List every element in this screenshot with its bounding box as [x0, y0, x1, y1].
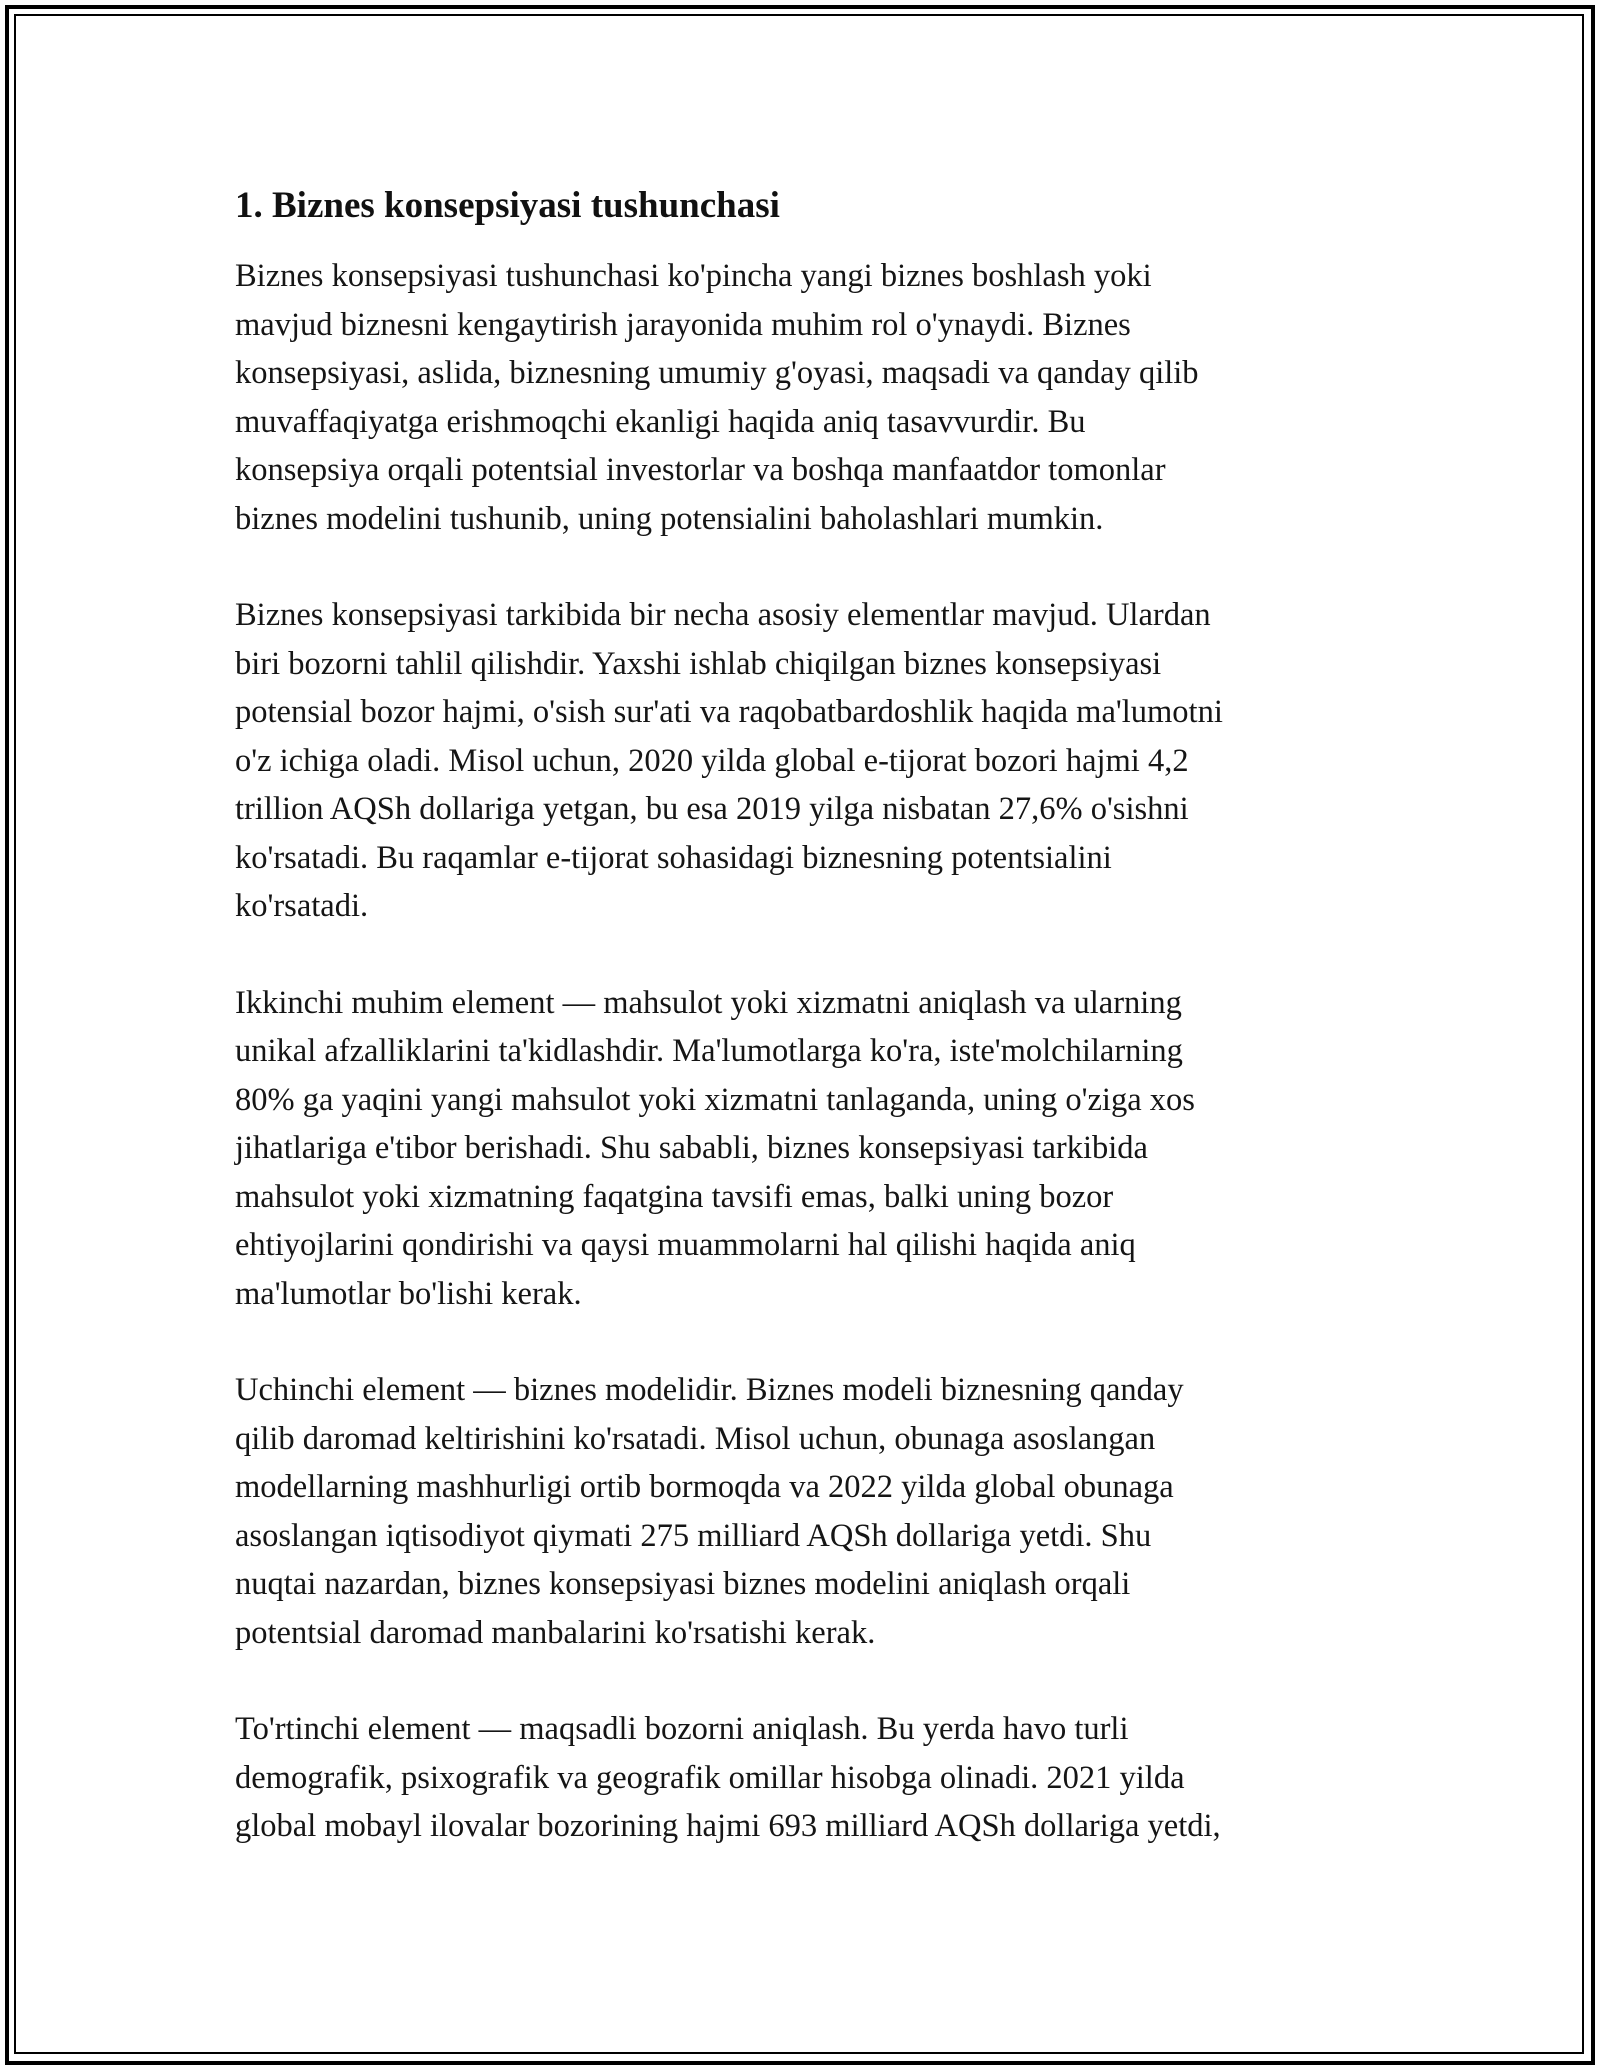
text-line: global mobayl ilovalar bozorining hajmi 693 milliard AQSh dollariga yetdi, [235, 1808, 1221, 1844]
text-line: potentsial daromad manbalarini ko'rsatishi kerak. [235, 1614, 876, 1651]
text-line: Biznes konsepsiyasi tushunchasi ko'pincha yangi biznes boshlash yoki [235, 258, 1152, 294]
text-line: To'rtinchi element — maqsadli bozorni aniqlash. Bu yerda havo turli [235, 1711, 1129, 1747]
text-line: mavjud biznesni kengaytirish jarayonida muhim rol o'ynaydi. Biznes [235, 306, 1131, 343]
text-line: qilib daromad keltirishini ko'rsatadi. Misol uchun, obunaga asoslangan [235, 1420, 1156, 1457]
text-line: asoslangan iqtisodiyot qiymati 275 milliard AQSh dollariga yetdi. Shu [235, 1517, 1152, 1554]
paragraph-target-market [235, 1705, 1375, 1851]
paragraph-product-definition [235, 979, 1375, 1319]
paragraph-intro [235, 252, 1375, 543]
text-line: ma'lumotlar bo'lishi kerak. [235, 1275, 582, 1312]
paragraph-market-analysis [235, 591, 1375, 931]
text-line: modellarning mashhurligi ortib bormoqda va 2022 yilda global obunaga [235, 1469, 1174, 1505]
text-line: ehtiyojlarini qondirishi va qaysi muammolarni hal qilishi haqida aniq [235, 1227, 1136, 1263]
text-line: Uchinchi element — biznes modelidir. Biznes modeli biznesning qanday [235, 1372, 1184, 1408]
text-line: o'z ichiga oladi. Misol uchun, 2020 yilda global e-tijorat bozori hajmi 4,2 [235, 742, 1189, 779]
text-line: jihatlariga e'tibor berishadi. Shu sababli, biznes konsepsiyasi tarkibida [235, 1130, 1148, 1166]
text-line: potensial bozor hajmi, o'sish sur'ati va raqobatbardoshlik haqida ma'lumotni [235, 694, 1223, 730]
text-line: konsepsiyasi, aslida, biznesning umumiy g'oyasi, maqsadi va qanday qilib [235, 355, 1199, 391]
text-line: biznes modelini tushunib, uning potensialini baholashlari mumkin. [235, 500, 1104, 537]
text-line: nuqtai nazardan, biznes konsepsiyasi biznes modelini aniqlash orqali [235, 1566, 1131, 1602]
text-line: trillion AQSh dollariga yetgan, bu esa 2019 yilga nisbatan 27,6% o'sishni [235, 791, 1189, 827]
text-line: demografik, psixografik va geografik omillar hisobga olinadi. 2021 yilda [235, 1759, 1185, 1796]
text-line: konsepsiya orqali potentsial investorlar va boshqa manfaatdor tomonlar [235, 452, 1166, 488]
section-heading: 1. Biznes konsepsiyasi tushunchasi [235, 185, 780, 226]
text-line: Biznes konsepsiyasi tarkibida bir necha asosiy elementlar mavjud. Ulardan [235, 597, 1211, 633]
text-line: biri bozorni tahlil qilishdir. Yaxshi ishlab chiqilgan biznes konsepsiyasi [235, 645, 1162, 682]
text-line: Ikkinchi muhim element — mahsulot yoki xizmatni aniqlash va ularning [235, 984, 1182, 1021]
paragraph-business-model [235, 1366, 1375, 1657]
text-line: ko'rsatadi. [235, 888, 369, 924]
text-line: unikal afzalliklarini ta'kidlashdir. Ma'lumotlarga ko'ra, iste'molchilarning [235, 1033, 1183, 1069]
text-line: muvaffaqiyatga erishmoqchi ekanligi haqida aniq tasavvurdir. Bu [235, 403, 1086, 440]
text-line: ko'rsatadi. Bu raqamlar e-tijorat sohasidagi biznesning potentsialini [235, 839, 1112, 876]
document-body [235, 182, 1375, 1851]
text-line: 80% ga yaqini yangi mahsulot yoki xizmatni tanlaganda, uning o'ziga xos [235, 1081, 1195, 1118]
text-line: mahsulot yoki xizmatning faqatgina tavsifi emas, balki uning bozor [235, 1178, 1114, 1215]
